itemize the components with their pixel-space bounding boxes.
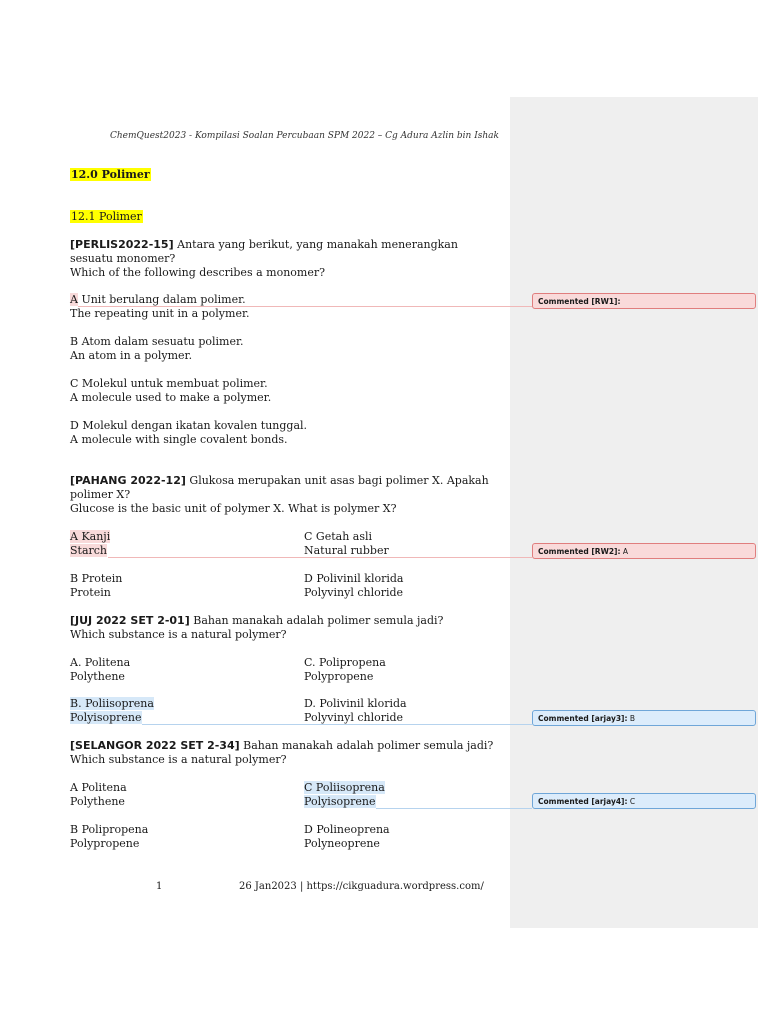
- comment-connector-1: [78, 306, 532, 307]
- comment-label: Commented [arjay3]:: [538, 714, 628, 723]
- q4-option-b-en: Polypropene: [70, 837, 140, 850]
- comment-text: C: [627, 797, 636, 806]
- q2-option-c-ms: C Getah asli: [304, 530, 373, 543]
- q1-option-a: [70, 293, 250, 321]
- q2-text-ms-1: Glukosa merupakan unit asas bagi polimer X. Apakah: [185, 474, 489, 487]
- comment-balloon-arjay3[interactable]: [532, 710, 756, 726]
- q1-source: [PERLIS2022-15]: [70, 238, 174, 251]
- q2-text-en: Glucose is the basic unit of polymer X. What is polymer X?: [70, 502, 397, 515]
- q1-option-a-letter: A: [70, 293, 78, 306]
- subsection-title-text: 12.1 Polimer: [71, 210, 142, 223]
- q3-option-d: [304, 697, 407, 725]
- q1-option-d: [70, 419, 307, 447]
- comment-balloon-rw2[interactable]: [532, 543, 756, 559]
- q3-option-a: [70, 656, 130, 684]
- q2-source: [PAHANG 2022-12]: [70, 474, 186, 487]
- page-header: ChemQuest2023 - Kompilasi Soalan Percubaan SPM 2022 – Cg Adura Azlin bin Ishak: [110, 131, 499, 141]
- comment-connector-2: [108, 557, 532, 558]
- q3-option-c-en: Polypropene: [304, 670, 374, 683]
- q4-option-a-en: Polythene: [70, 795, 125, 808]
- comment-text: A: [620, 547, 629, 556]
- q1-text-ms-2: sesuatu monomer?: [70, 252, 176, 265]
- q1-text-ms-1: Antara yang berikut, yang manakah menerangkan: [173, 238, 458, 251]
- q4-option-c-ms: C Poliisoprena: [304, 781, 385, 794]
- section-title-text: 12.0 Polimer: [71, 168, 150, 181]
- q2-option-d-ms: D Polivinil klorida: [304, 572, 404, 585]
- q4-option-d: [304, 823, 390, 851]
- comment-label: Commented [RW1]:: [538, 297, 621, 306]
- subsection-title: [70, 210, 143, 224]
- q1-option-b-en: An atom in a polymer.: [70, 349, 193, 362]
- q3-source: [JUJ 2022 SET 2-01]: [70, 614, 190, 627]
- q3-option-b-ms: B. Poliisoprena: [70, 697, 154, 710]
- footer-text: 26 Jan2023 | https://cikguadura.wordpress.com/: [239, 881, 484, 892]
- comment-balloon-rw1[interactable]: [532, 293, 756, 309]
- q3-option-b: [70, 697, 154, 725]
- q2-option-a-en: Starch: [70, 544, 108, 557]
- q2-option-c: [304, 530, 389, 558]
- comment-text: B: [627, 714, 636, 723]
- q4-option-c: [304, 781, 385, 809]
- q4-option-a-ms: A Politena: [70, 781, 127, 794]
- q1-option-b: [70, 335, 244, 363]
- q1-option-b-ms: B Atom dalam sesuatu polimer.: [70, 335, 244, 348]
- q3-text-en: Which substance is a natural polymer?: [70, 628, 287, 641]
- q2-option-b-en: Protein: [70, 586, 111, 599]
- q1-stem: [70, 238, 458, 280]
- q4-option-b: [70, 823, 148, 851]
- q3-option-b-en: Polyisoprene: [70, 711, 142, 724]
- q2-option-a: [70, 530, 110, 558]
- comment-connector-4: [376, 808, 532, 809]
- q2-option-a-ms: A Kanji: [70, 530, 111, 543]
- q4-option-b-ms: B Polipropena: [70, 823, 149, 836]
- q4-stem: [70, 739, 493, 767]
- q4-text-ms: Bahan manakah adalah polimer semula jadi?: [239, 739, 494, 752]
- q4-option-d-en: Polyneoprene: [304, 837, 380, 850]
- comment-label: Commented [RW2]:: [538, 547, 621, 556]
- q1-option-a-en: The repeating unit in a polymer.: [70, 307, 250, 320]
- q2-option-b-ms: B Protein: [70, 572, 123, 585]
- q3-option-d-ms: D. Polivinil klorida: [304, 697, 407, 710]
- q3-option-c: [304, 656, 386, 684]
- q2-stem: [70, 474, 489, 516]
- q1-option-d-en: A molecule with single covalent bonds.: [70, 433, 288, 446]
- q4-text-en: Which substance is a natural polymer?: [70, 753, 287, 766]
- q4-option-d-ms: D Polineoprena: [304, 823, 390, 836]
- q4-source: [SELANGOR 2022 SET 2-34]: [70, 739, 240, 752]
- q3-stem: [70, 614, 443, 642]
- q2-option-d: [304, 572, 403, 600]
- q4-option-a: [70, 781, 127, 809]
- q2-option-d-en: Polyvinyl chloride: [304, 586, 404, 599]
- q1-option-d-ms: D Molekul dengan ikatan kovalen tunggal.: [70, 419, 308, 432]
- q1-option-c-en: A molecule used to make a polymer.: [70, 391, 272, 404]
- q3-text-ms: Bahan manakah adalah polimer semula jadi?: [189, 614, 444, 627]
- q1-text-en: Which of the following describes a monomer?: [70, 266, 325, 279]
- comment-connector-3: [142, 724, 532, 725]
- footer-page-number: 1: [156, 881, 163, 892]
- q2-option-c-en: Natural rubber: [304, 544, 389, 557]
- comment-label: Commented [arjay4]:: [538, 797, 628, 806]
- q3-option-a-en: Polythene: [70, 670, 125, 683]
- q4-option-c-en: Polyisoprene: [304, 795, 376, 808]
- comment-balloon-arjay4[interactable]: [532, 793, 756, 809]
- section-title: [70, 168, 151, 182]
- q1-option-a-ms: Unit berulang dalam polimer.: [77, 293, 246, 306]
- q1-option-c-ms: C Molekul untuk membuat polimer.: [70, 377, 268, 390]
- q1-option-c: [70, 377, 271, 405]
- q3-option-c-ms: C. Polipropena: [304, 656, 386, 669]
- q3-option-d-en: Polyvinyl chloride: [304, 711, 404, 724]
- q2-option-b: [70, 572, 122, 600]
- q2-text-ms-2: polimer X?: [70, 488, 131, 501]
- q3-option-a-ms: A. Politena: [70, 656, 131, 669]
